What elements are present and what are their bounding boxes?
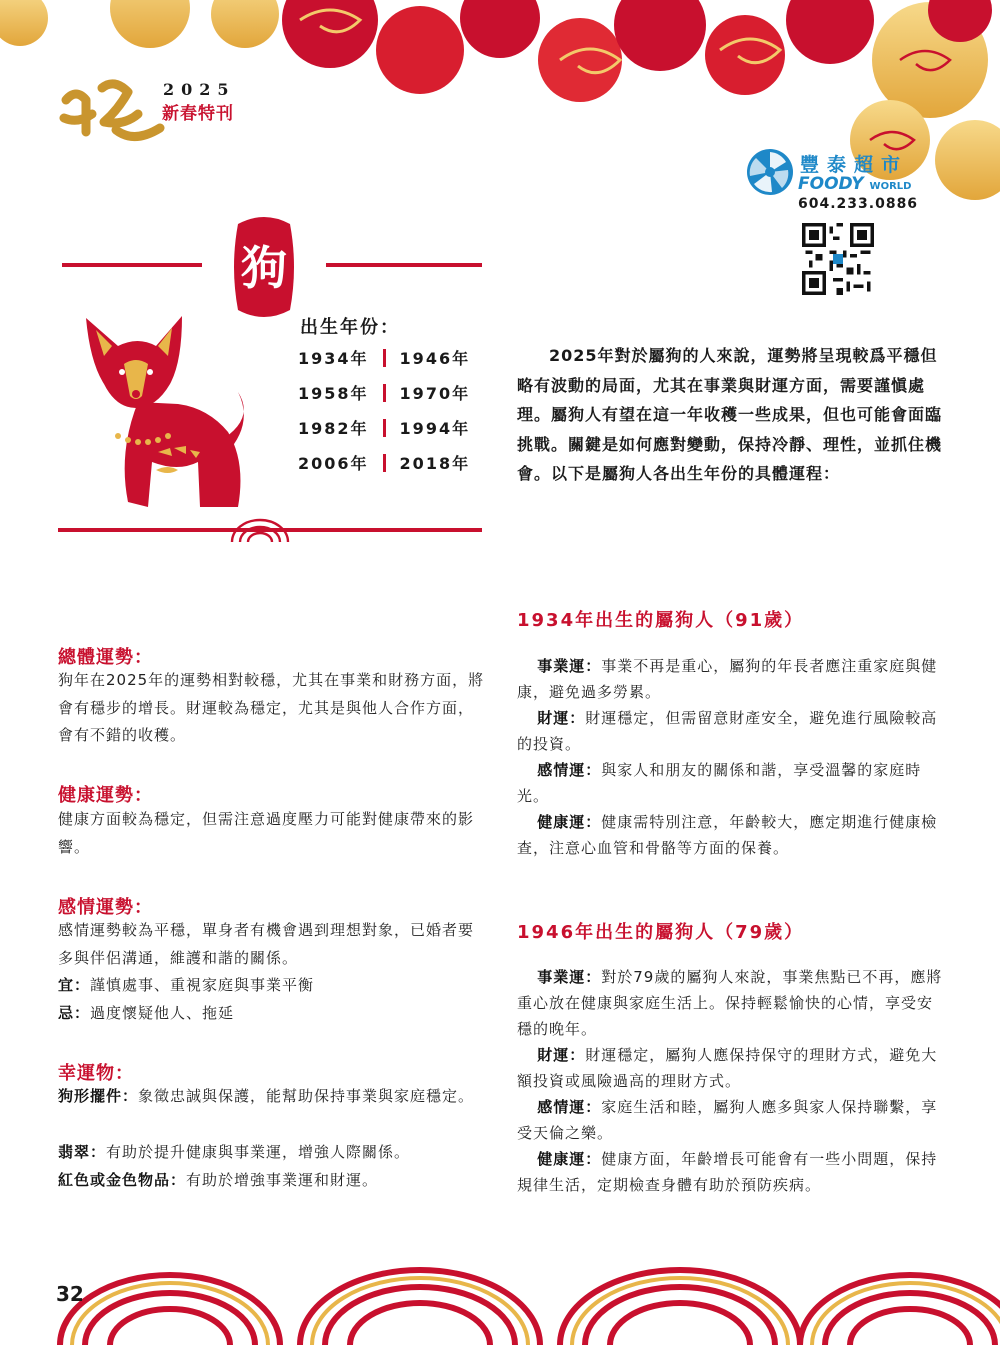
lucky-item-text: 有助於增強事業運和財運。: [186, 1171, 379, 1189]
birth-year: 1958年: [298, 384, 369, 403]
fortune-item: [517, 1146, 945, 1198]
year-1946-title: 1946年出生的屬狗人（79歲）: [517, 922, 805, 943]
sponsor-phone: 604.233.0886: [798, 196, 919, 212]
health-fortune-title: 健康運勢：: [58, 785, 153, 806]
dont-text: 過度懷疑他人、拖延: [90, 1004, 235, 1022]
year-1934-details: [517, 653, 945, 861]
birth-year: 1946年: [399, 349, 471, 368]
fortune-text: 與家人和朋友的關係和諧，享受溫馨的家庭時光。: [517, 761, 922, 805]
overall-fortune-body: 狗年在2025年的運勢相對較穩，尤其在事業和財務方面，將會有穩步的增長。財運較為穩定，尤其是與他人合作方面，會有不錯的收穫。: [58, 671, 485, 744]
fortune-item: [517, 1042, 945, 1094]
love-fortune-body: 感情運勢較為平穩，單身者有機會遇到理想對象，已婚者要多與伴侶溝通，維護和諧的關係。: [58, 921, 475, 967]
fortune-text: 健康方面，年齡增長可能會有一些小問題，保持規律生活，定期檢查身體有助於預防疾病。: [517, 1150, 938, 1194]
birth-years-row: [298, 346, 470, 369]
overall-fortune-title: 總體運勢：: [58, 647, 153, 668]
masthead-year: 2025: [163, 80, 236, 99]
lucky-item: [58, 1083, 486, 1111]
lucky-items-title: 幸運物：: [58, 1063, 134, 1084]
sponsor-name-chinese: 豐泰超市: [800, 154, 909, 176]
sponsor-name-english: [798, 174, 911, 194]
year-1946-details: [517, 964, 945, 1198]
birth-years-row: [298, 416, 470, 439]
health-fortune-body: 健康方面較為穩定，但需注意過度壓力可能對健康帶來的影響。: [58, 810, 475, 856]
do-label: 宜：: [58, 976, 91, 994]
birth-year: 2018年: [399, 454, 471, 473]
footer-wave-decoration: [0, 1258, 1000, 1345]
fortune-label: 健康運：: [537, 813, 602, 831]
birth-year: 1934年: [298, 349, 369, 368]
love-fortune-dont: [58, 1000, 486, 1028]
fortune-item: [517, 964, 945, 1042]
page-number: 32: [56, 1282, 84, 1306]
birth-years-label: 出生年份：: [300, 317, 400, 338]
qr-code-icon: [802, 223, 874, 295]
intro-paragraph: 2025年對於屬狗的人來說，運勢將呈現較爲平穩但略有波動的局面，尤其在事業與財運方面，需要謹愼處理。屬狗人有望在這一年收穫一些成果，但也可能會面臨挑戰。關鍵是如何應對變動，保持冷靜、理性，並抓住機會。以下是屬狗人各出生年份的具體運程：: [517, 346, 943, 483]
fortune-label: 財運：: [537, 709, 586, 727]
lucky-item-label: 翡翠：: [58, 1143, 107, 1161]
year-1934-title: 1934年出生的屬狗人（91歲）: [517, 610, 805, 631]
fortune-text: 健康需特別注意，年齡較大，應定期進行健康檢查，注意心血管和骨骼等方面的保養。: [517, 813, 938, 857]
masthead-title: 新春特刊: [162, 104, 234, 124]
lucky-item-label: 紅色或金色物品：: [58, 1171, 187, 1189]
fortune-item: [517, 705, 945, 757]
birth-year: 1970年: [399, 384, 471, 403]
year-separator: [383, 384, 386, 402]
fortune-text: 財運穩定，但需留意財產安全，避免進行風險較高的投資。: [517, 709, 938, 753]
lucky-item: [58, 1139, 486, 1167]
sponsor-name-english-suffix: WORLD: [869, 181, 912, 192]
fortune-label: 健康運：: [537, 1150, 602, 1168]
love-fortune-title: 感情運勢：: [58, 897, 153, 918]
birth-years-row: [298, 381, 470, 404]
lucky-item-text: 象徵忠誠與保護，能幫助保持事業與家庭穩定。: [138, 1087, 475, 1105]
wave-ornament: [228, 512, 292, 546]
year-separator: [383, 349, 386, 367]
fortune-text: 家庭生活和睦，屬狗人應多與家人保持聯繫，享受天倫之樂。: [517, 1098, 938, 1142]
fortune-label: 財運：: [537, 1046, 586, 1064]
lucky-item: [58, 1167, 486, 1195]
red-rule-left-top: [62, 263, 202, 267]
love-fortune-do: [58, 972, 486, 1000]
foody-world-logo-icon: [746, 148, 794, 196]
year-separator: [383, 419, 386, 437]
dog-illustration: [78, 312, 263, 517]
birth-year: 2006年: [298, 454, 369, 473]
snake-calligraphy-logo: [56, 70, 166, 150]
fortune-label: 事業運：: [537, 657, 602, 675]
red-rule-right-top: [326, 263, 482, 267]
birth-year: 1982年: [298, 419, 369, 438]
year-separator: [383, 454, 386, 472]
fortune-text: 事業不再是重心，屬狗的年長者應注重家庭與健康，避免過多勞累。: [517, 657, 938, 701]
fortune-item: [517, 757, 945, 809]
fortune-item: [517, 809, 945, 861]
dont-label: 忌：: [58, 1004, 91, 1022]
do-text: 謹慎處事、重視家庭與事業平衡: [90, 976, 315, 994]
birth-years-row: [298, 451, 470, 474]
fortune-text: 對於79歲的屬狗人來說，事業焦點已不再，應將重心放在健康與家庭生活上。保持輕鬆愉快的心情，享受安穩的晚年。: [517, 968, 943, 1038]
fortune-text: 財運穩定，屬狗人應保持保守的理財方式，避免大額投資或風險過高的理財方式。: [517, 1046, 938, 1090]
fortune-label: 感情運：: [537, 1098, 602, 1116]
fortune-item: [517, 1094, 945, 1146]
fortune-label: 事業運：: [537, 968, 602, 986]
fortune-item: [517, 653, 945, 705]
fortune-label: 感情運：: [537, 761, 602, 779]
seal-character: 狗: [241, 241, 287, 295]
birth-year: 1994年: [399, 419, 471, 438]
dog-seal-stamp: [232, 214, 296, 320]
sponsor-name-english-main: FOODY: [798, 174, 864, 194]
lucky-item-label: 狗形擺件：: [58, 1087, 139, 1105]
lucky-item-text: 有助於提升健康與事業運，增強人際關係。: [106, 1143, 411, 1161]
